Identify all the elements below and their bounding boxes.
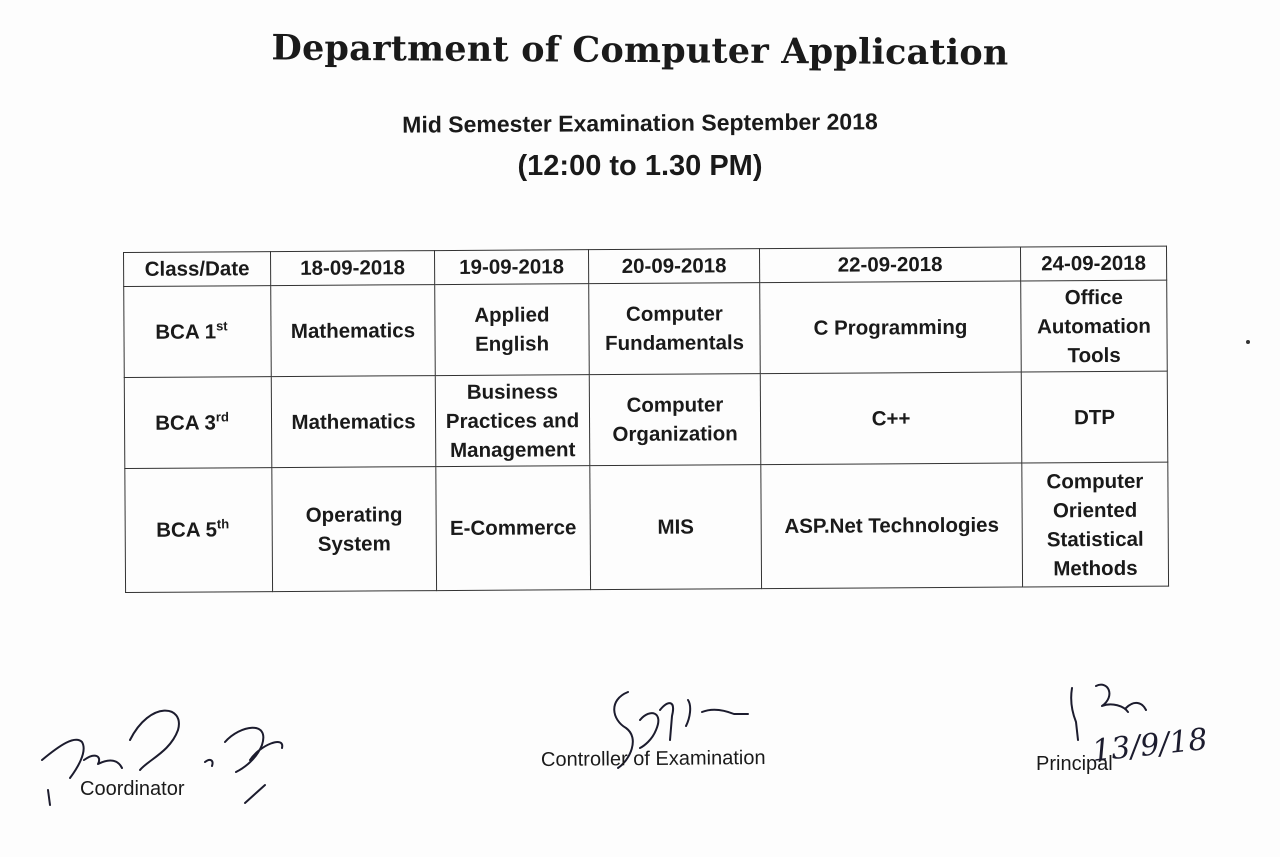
subject-cell: Applied English [435, 284, 590, 376]
subject-cell: Business Practices and Management [435, 375, 590, 467]
principal-label: Principal [1036, 753, 1113, 775]
class-cell: BCA 3rd [124, 377, 272, 469]
department-title: Department of Computer Application [271, 27, 1009, 74]
date-header: 22-09-2018 [759, 247, 1020, 283]
subject-cell: MIS [590, 465, 762, 590]
subject-cell: Computer Fundamentals [589, 283, 761, 375]
corner-header: Class/Date [124, 252, 271, 287]
principal-date: 13/9/18 [1090, 722, 1210, 769]
subject-cell: Mathematics [271, 376, 436, 468]
subject-cell: Computer Oriented Statistical Methods [1022, 462, 1169, 587]
subject-cell: DTP [1021, 371, 1168, 463]
class-cell: BCA 5th [125, 468, 273, 593]
subject-cell: ASP.Net Technologies [761, 463, 1023, 589]
exam-timing: (12:00 to 1.30 PM) [517, 150, 763, 182]
subject-cell: E-Commerce [436, 466, 591, 591]
subject-cell: Office Automation Tools [1021, 280, 1168, 372]
subject-cell: Operating System [272, 467, 437, 592]
subject-cell: Mathematics [271, 285, 436, 377]
class-cell: BCA 1st [124, 286, 272, 378]
stray-dot [1246, 340, 1250, 344]
date-header: 20-09-2018 [588, 249, 759, 284]
date-header: 18-09-2018 [271, 251, 435, 286]
date-header: 19-09-2018 [434, 250, 588, 285]
exam-subtitle: Mid Semester Examination September 2018 [402, 108, 878, 138]
subject-cell: C++ [760, 372, 1022, 465]
subject-cell: C Programming [760, 281, 1022, 374]
subject-cell: Computer Organization [589, 374, 761, 466]
controller-label: Controller of Examination [540, 747, 766, 771]
date-header: 24-09-2018 [1020, 246, 1166, 281]
coordinator-label: Coordinator [80, 778, 185, 800]
